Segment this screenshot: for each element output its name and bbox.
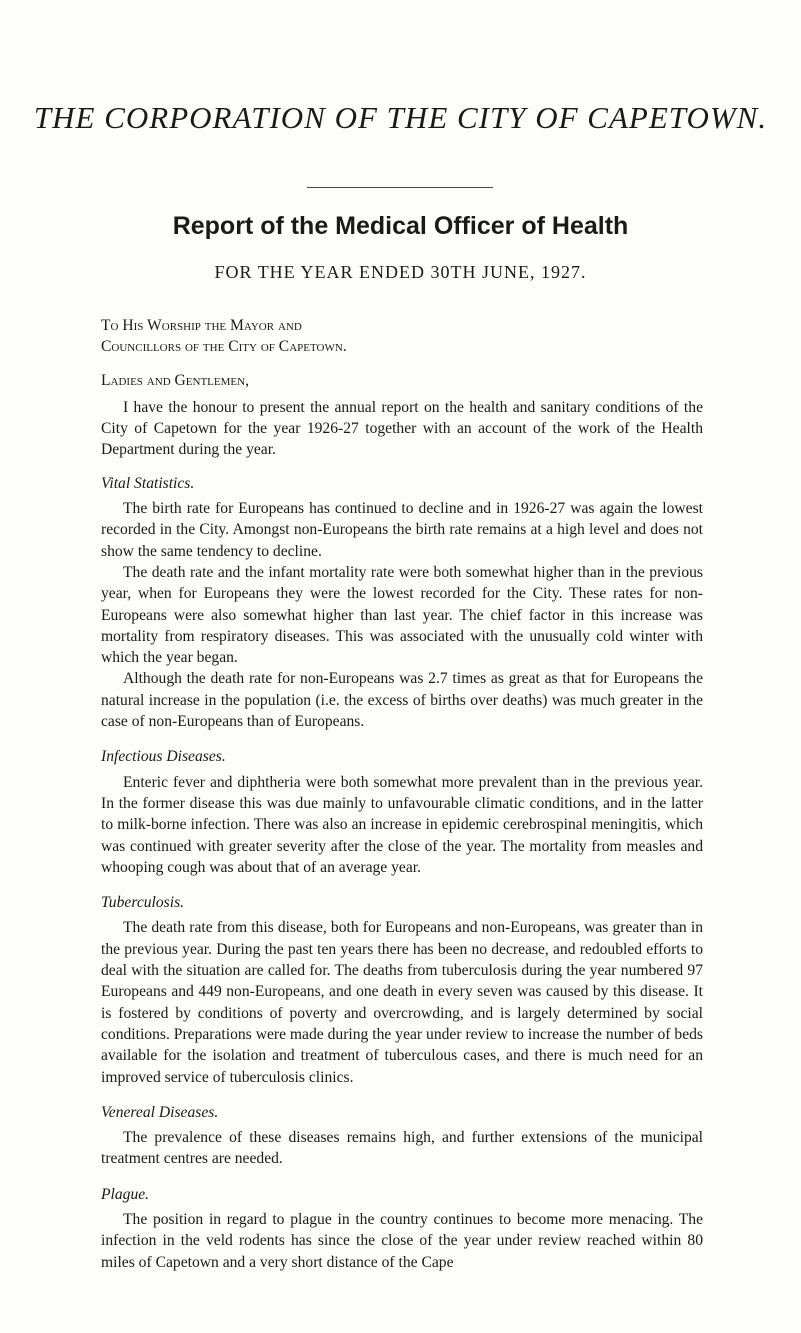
intro-paragraph: I have the honour to present the annual report on the health and sanitary conditions of the City of Capetown for the year 1926-27 together with an account of the work of the Health Department during the year. [101, 398, 703, 459]
paragraph: Although the death rate for non-Europeans was 2.7 times as great as that for Europeans the natural increase in the population (i.e. the excess of births over deaths) was much greater in the case of non-Europeans than of Europeans. [101, 670, 703, 731]
paragraph: The death rate and the infant mortality rate were both somewhat higher than in the previous year, when for Europeans they were the lowest recorded for the City. These rates for non-Europeans were also somewhat higher than last year. The chief factor in this increase was mortality from respiratory diseases. This was associated with the unusually cold winter with which the year began. [101, 563, 703, 667]
paragraph: The birth rate for Europeans has continued to decline and in 1926-27 was again the lowest recorded in the City. Amongst non-Europeans the birth rate remains at a high level and does not show the same tendency to decline. [101, 500, 703, 560]
report-subtitle: FOR THE YEAR ENDED 30TH JUNE, 1927. [214, 262, 587, 282]
report-title: Report of the Medical Officer of Health [172, 212, 629, 240]
salutation: Ladies and Gentlemen, [101, 371, 249, 389]
paragraph: The position in regard to plague in the country continues to become more menacing. The infection in the veld rodents has since the close of the year under review reached within 80 miles of Capetown and a very short distance of the Cape [101, 1210, 703, 1271]
section-heading-vital-statistics: Vital Statistics. [101, 474, 195, 492]
paragraph: The prevalence of these diseases remains high, and further extensions of the municipal treatment centres are needed. [101, 1129, 703, 1168]
corporation-title: THE CORPORATION OF THE CITY OF CAPETOWN. [33, 100, 768, 135]
address-line-2: Councillors of the City of Capetown. [101, 338, 347, 356]
address-line-1: To His Worship the Mayor and [101, 317, 302, 334]
divider [307, 187, 493, 188]
section-heading-infectious-diseases: Infectious Diseases. [101, 748, 226, 766]
section-heading-venereal-diseases: Venereal Diseases. [101, 1103, 219, 1121]
paragraph: The death rate from this disease, both for Europeans and non-Europeans, was greater than in the previous year. During the past ten years there has been no decrease, and redoubled efforts to deal with the situation are called for. The deaths from tuberculosis during the year numbered 97 Europeans and 449 non-Europeans, and one death in every seven was caused by this disease. It is fostered by conditions of poverty and overcrowding, and is largely determined by social conditions. Preparations were made during the year under review to increase the number of beds available for the isolation and treatment of tuberculous cases, and there is much need for an improved service of tuberculosis clinics. [101, 919, 703, 1086]
section-heading-plague: Plague. [101, 1185, 150, 1203]
section-heading-tuberculosis: Tuberculosis. [101, 894, 185, 912]
paragraph: Enteric fever and diphtheria were both somewhat more prevalent than in the previous year. In the former disease this was due mainly to unfavourable climatic conditions, and in the latter to milk-borne infection. There was also an increase in epidemic cerebrospinal meningitis, which was continued with greater severity after the close of the year. The mortality from measles and whooping cough was about that of an average year. [101, 773, 703, 876]
report-body [101, 315, 703, 1273]
